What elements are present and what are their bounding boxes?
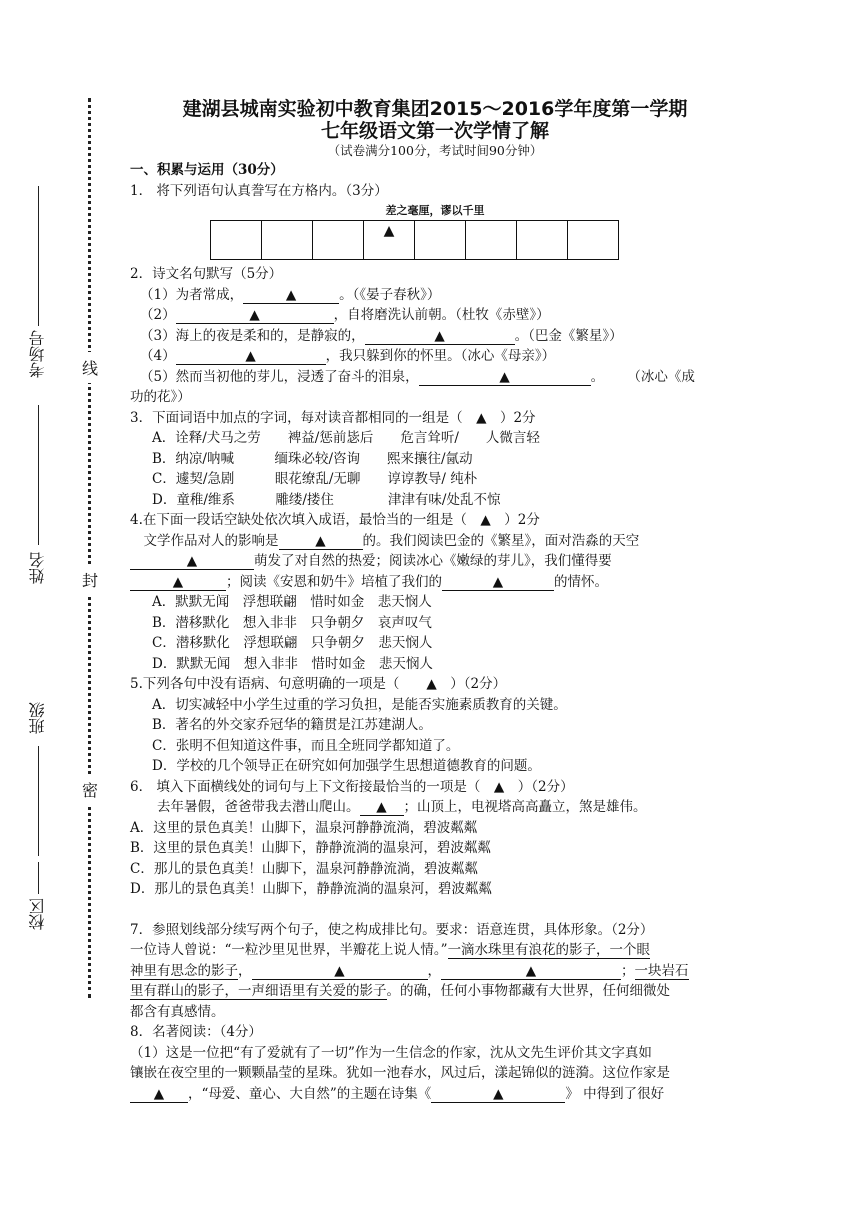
- q3-option-b: B．纳凉/呐喊 缅珠必较/咨询 熙来攘往/氤动: [152, 450, 473, 467]
- class-blank: [38, 746, 39, 856]
- q2-line4: （4） ▲ ，我只躲到你的怀里。（冰心《母亲》）: [140, 348, 556, 364]
- q6-option-d: D．那儿的景色真美！山脚下，静静流淌的温泉河，碧波粼粼: [130, 881, 492, 897]
- q4-paragraph-line2: ▲ 萌发了对自然的热爱；阅读冰心《嫩绿的芽儿》，我们懂得要: [130, 551, 740, 572]
- q5-option-c: C．张明不但知道这件事，而且全班同学都知道了。: [152, 737, 460, 754]
- q7-line2: 神里有思念的影子， ▲ ， ▲ ；一块岩石: [130, 962, 689, 979]
- q3-option-c: C．遽契/急剧 眼花缭乱/无聊 谆谆教导/ 纯朴: [152, 471, 478, 487]
- grid-cell[interactable]: [262, 221, 313, 260]
- q4-option-d: D．默默无闻 想入非非 惜时如金 悲天悯人: [152, 655, 433, 672]
- q4-paragraph-line3: ▲ ；阅读《安恩和奶牛》培植了我们的 ▲ 的情怀。: [130, 572, 740, 593]
- q2-line3: （3）海上的夜是柔和的，是静寂的， ▲ 。（巴金《繁星》）: [140, 327, 623, 344]
- exam-note: （试卷满分100分，考试时间90分钟）: [327, 143, 543, 158]
- q7-line4: 都含有真感情。: [130, 1003, 225, 1020]
- q6-option-b: B．这里的景色真美！山脚下，静静流淌的温泉河，碧波粼粼: [130, 840, 491, 856]
- q1-writing-grid: [210, 220, 619, 260]
- q1-prompt: 1． 将下列语句认真誊写在方格内。（3分）: [130, 182, 388, 199]
- name-label: 姓名: [28, 552, 47, 584]
- q3-option-a: A．诠释/犬马之劳 裨益/惩前毖后 危言耸听/ 人微言轻: [152, 430, 540, 446]
- section-heading: 一、积累与运用（30分）: [130, 162, 284, 178]
- q5-option-d: D．学校的几个领导正在研究如何加强学生思想道德教育的问题。: [152, 758, 541, 774]
- q7-line1: 一位诗人曾说：“一粒沙里见世界，半瓣花上说人情。”一滴水珠里有浪花的影子，一个眼: [130, 942, 651, 958]
- grid-cell[interactable]: [517, 221, 568, 260]
- q8-line3: ▲ ，“母爱、童心、大自然”的主题在诗集《 ▲ 》 中得到了很好: [130, 1084, 740, 1105]
- answer-blank[interactable]: ▲: [442, 574, 554, 591]
- answer-blank[interactable]: ▲: [252, 963, 428, 980]
- seal-char-line: 线: [82, 352, 98, 383]
- q8-prompt: 8．名著阅读：（4分）: [130, 1024, 262, 1040]
- q2-prompt: 2．诗文名句默写（5分）: [130, 266, 283, 282]
- grid-cell[interactable]: [211, 221, 262, 260]
- exam-room-label: 考场号: [28, 330, 47, 378]
- school-blank: [38, 862, 39, 894]
- answer-blank[interactable]: ▲: [441, 963, 621, 980]
- answer-blank[interactable]: ▲: [130, 553, 254, 570]
- answer-blank[interactable]: ▲: [365, 328, 515, 345]
- q2-line1: （1）为者常成， ▲ 。（《晏子春秋》）: [140, 286, 441, 303]
- exam-content: [130, 98, 740, 1104]
- answer-blank[interactable]: ▲: [243, 287, 339, 304]
- seal-char-secret: 密: [82, 774, 98, 805]
- class-label: 班级: [28, 702, 47, 734]
- q1-grid-title: 差之毫厘，谬以千里: [385, 204, 485, 217]
- q4-paragraph-line1: 文学作品对人的影响是 ▲ 的。我们阅读巴金的《繁星》，面对浩淼的天空: [130, 532, 640, 549]
- grid-cell[interactable]: [466, 221, 517, 260]
- q6-text: 去年暑假，爸爸带我去潜山爬山。 ▲ ；山顶上，电视塔高高矗立，煞是雄伟。: [130, 799, 647, 815]
- exam-room-blank: [38, 186, 39, 326]
- grid-cell[interactable]: [415, 221, 466, 260]
- q6-option-a: A．这里的景色真美！山脚下，温泉河静静流淌，碧波粼粼: [130, 819, 478, 836]
- q5-prompt: 5.下列各句中没有语病、句意明确的一项是（ ▲ ）（2分）: [130, 676, 507, 692]
- q6-prompt: 6． 填入下面横线处的词句与上下文衔接最恰当的一项是（ ▲ ）（2分）: [130, 778, 574, 795]
- q8-line2: 镶嵌在夜空里的一颗颗晶莹的星珠。犹如一池春水，风过后，漾起锦似的涟漪。这位作家是: [130, 1065, 670, 1081]
- answer-blank[interactable]: ▲: [130, 574, 226, 591]
- exam-title-line2: 七年级语文第一次学情了解: [320, 120, 549, 142]
- q3-option-d: D．童稚/维系 雕缕/搂住 津津有味/处乱不惊: [152, 491, 501, 508]
- q2-line5: （5）然而当初他的芽儿，浸透了奋斗的泪泉， ▲ 。 （冰心《成: [140, 368, 695, 385]
- seal-char-seal: 封: [82, 564, 98, 595]
- grid-cell[interactable]: ▲: [364, 221, 415, 260]
- q2-line2: （2） ▲ ，自将磨洗认前朝。（杜牧《赤壁》）: [140, 307, 550, 323]
- grid-cell[interactable]: [313, 221, 364, 260]
- underlined-example: 一滴水珠里有浪花的影子，一个眼: [447, 942, 651, 958]
- answer-blank[interactable]: ▲: [176, 307, 334, 324]
- q3-prompt: 3．下面词语中加点的字词，每对读音都相同的一组是（ ▲ ）2分: [130, 409, 536, 426]
- grid-cell[interactable]: [568, 221, 619, 260]
- q5-option-b: B．著名的外交家乔冠华的籍贯是江苏建湖人。: [152, 717, 432, 733]
- q4-option-c: C．潜移默化 浮想联翩 只争朝夕 悲天悯人: [152, 635, 433, 651]
- answer-blank[interactable]: ▲: [419, 369, 591, 386]
- answer-blank[interactable]: ▲: [431, 1086, 565, 1103]
- answer-mark: ▲: [480, 512, 491, 528]
- q7-prompt: 7．参照划线部分续写两个句子，使之构成排比句。要求：语意连贯，具体形象。（2分）: [130, 921, 654, 938]
- q5-option-a: A．切实减轻中小学生过重的学习负担，是能否实施素质教育的关键。: [152, 696, 567, 713]
- q4-option-a: A．默默无闻 浮想联翩 惜时如金 悲天悯人: [152, 594, 432, 610]
- answer-blank[interactable]: ▲: [176, 348, 326, 365]
- school-label: 校区: [28, 898, 47, 930]
- q2-line5-cont: 功的花》）: [130, 389, 191, 405]
- q8-line1: （1）这是一位把“有了爱就有了一切”作为一生信念的作家，沈从文先生评价其文字真如: [130, 1044, 652, 1061]
- q4-option-b: B．潜移默化 想入非非 只争朝夕 哀声叹气: [152, 614, 432, 631]
- answer-blank[interactable]: ▲: [130, 1086, 188, 1103]
- answer-blank[interactable]: ▲: [279, 533, 363, 550]
- answer-blank[interactable]: ▲: [360, 799, 404, 816]
- q6-option-c: C．那儿的景色真美！山脚下，温泉河静静流淌，碧波粼粼: [130, 860, 478, 877]
- name-blank: [38, 405, 39, 545]
- q4-prompt: 4.在下面一段话空缺处依次填入成语，最恰当的一组是（ ▲ ）2分: [130, 512, 540, 528]
- binding-dotted-line: [88, 98, 91, 998]
- exam-title-line1: 建湖县城南实验初中教育集团2015～2016学年度第一学期: [182, 98, 688, 120]
- q7-line3: 里有群山的影子，一声细语里有关爱的影子。的确，任何小事物都藏有大世界，任何细微处: [130, 983, 670, 999]
